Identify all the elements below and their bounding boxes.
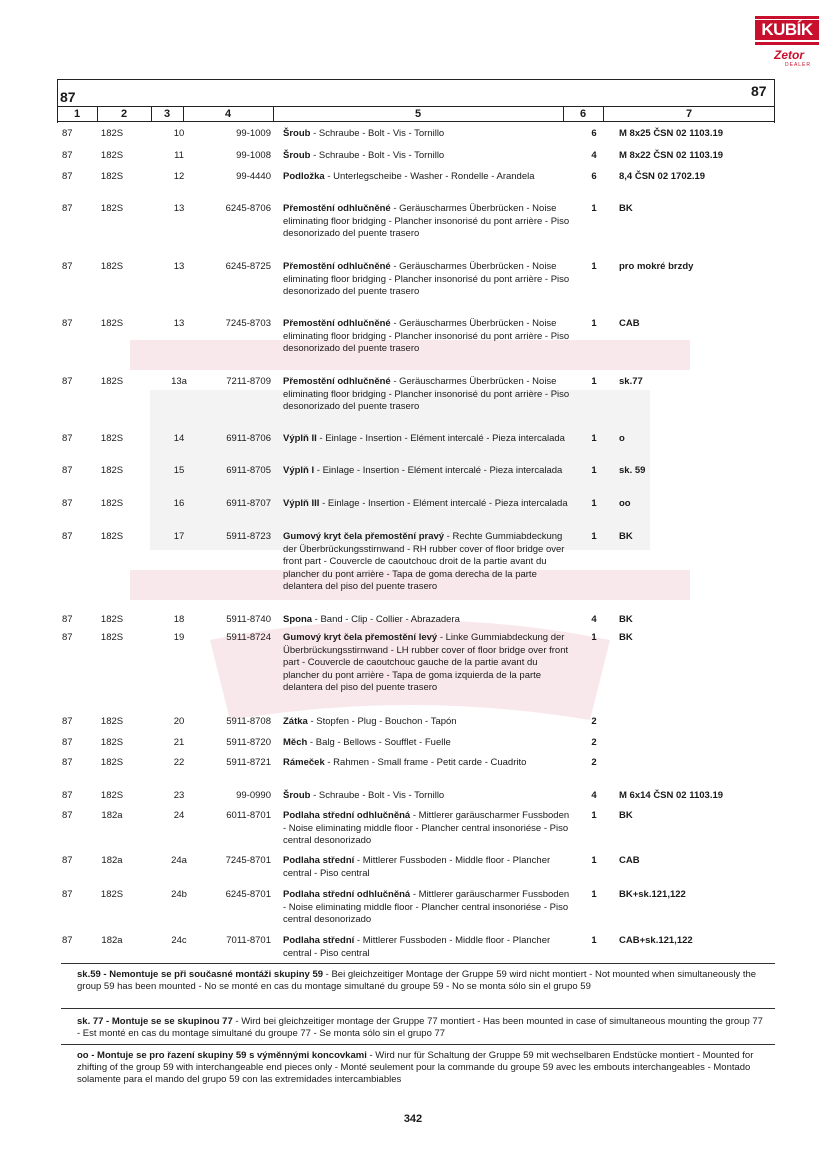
part-name-translations: - Rahmen - Small frame - Petit carde - Cuadrito (324, 757, 527, 768)
cell-quantity: 2 (591, 737, 597, 748)
cell-position: 24a (171, 855, 187, 866)
cell-page-group: 87 (62, 790, 73, 801)
cell-fig: 182S (100, 433, 124, 444)
note-sk77 (77, 1016, 767, 1040)
cell-page-group: 87 (62, 810, 73, 821)
cell-description (283, 614, 573, 627)
note-oo (77, 1050, 767, 1086)
part-name-translations: - Unterlegscheibe - Washer - Rondelle - Arandela (324, 171, 535, 182)
column-header-3: 3 (163, 108, 171, 120)
cell-fig: 182a (101, 810, 123, 821)
cell-description (283, 318, 573, 356)
cell-part-number: 6911-8706 (226, 433, 271, 444)
cell-quantity: 1 (591, 855, 597, 866)
part-name-cz: Zátka (283, 716, 308, 727)
cell-quantity: 1 (591, 203, 597, 214)
cell-fig: 182S (100, 531, 124, 542)
part-name-translations: - Linke Gummiabdeckung der Überbrückungsstirnwand - LH rubber cover of floor bridge over front part - Couvercle de caoutchouc gauche de la partie avant du plancher du pont arrière - Tapa de goma izquierda de la parte delantera del piso del puente trasero (283, 632, 569, 694)
cell-position: 19 (173, 632, 185, 643)
cell-page-group: 87 (62, 465, 73, 476)
cell-position: 17 (173, 531, 185, 542)
cell-fig: 182S (100, 498, 124, 509)
cell-note: M 8x22 ČSN 02 1103.19 (619, 150, 724, 161)
cell-page-group: 87 (62, 376, 73, 387)
cell-quantity: 4 (591, 614, 597, 625)
cell-fig: 182S (100, 128, 124, 139)
cell-fig: 182S (100, 150, 124, 161)
cell-description (283, 128, 573, 141)
part-name-cz: Výplň II (283, 433, 317, 444)
cell-fig: 182S (100, 632, 124, 643)
part-name-cz: Podlaha střední odhlučněná (283, 889, 411, 900)
cell-description (283, 203, 573, 241)
column-header-row (57, 106, 775, 122)
part-name-translations: - Mittlerer garäuscharmer Fussboden - Noise eliminating middle floor - Plancher central insonoriése - Piso central desonorizado (283, 889, 570, 926)
part-name-translations: - Band - Clip - Collier - Abrazadera (312, 614, 460, 625)
cell-part-number: 6245-8725 (225, 261, 271, 272)
part-name-cz: Šroub (283, 150, 311, 161)
cell-position: 14 (173, 433, 185, 444)
cell-note: pro mokré brzdy (619, 261, 694, 272)
cell-page-group: 87 (62, 318, 73, 329)
cell-fig: 182S (100, 889, 124, 900)
cell-part-number: 99-4440 (236, 171, 271, 182)
part-name-translations: - Mittlerer garäuscharmer Fussboden - Noise eliminating middle floor - Plancher central insonoriése - Piso central desonorizado (283, 810, 570, 847)
notes-divider (61, 1044, 775, 1045)
part-name-cz: Šroub (283, 128, 311, 139)
note-sk59 (77, 969, 767, 993)
cell-position: 13 (173, 318, 185, 329)
part-name-cz: Měch (283, 737, 308, 748)
cell-part-number: 7245-8703 (225, 318, 271, 329)
cell-description (283, 498, 573, 511)
part-name-translations: - Geräuscharmes Überbrücken - Noise eliminating floor bridging - Plancher insonorisé du pont arrière - Piso desonorizado del puente trasero (283, 261, 570, 298)
part-name-translations: - Rechte Gummiabdeckung der Überbrückungsstirnwand - RH rubber cover of floor bridge over front part - Couvercle de caoutchouc droit de la partie avant du plancher du pont arrière - Tapa de goma derecha de la parte delantera del piso del puente trasero (283, 531, 565, 593)
cell-position: 15 (173, 465, 185, 476)
column-header-5: 5 (414, 108, 422, 120)
cell-quantity: 1 (591, 810, 597, 821)
cell-fig: 182S (100, 757, 124, 768)
cell-fig: 182S (100, 716, 124, 727)
cell-note: oo (619, 498, 631, 509)
cell-fig: 182a (101, 855, 123, 866)
part-name-translations: - Schraube - Bolt - Vis - Tornillo (310, 128, 445, 139)
cell-quantity: 1 (591, 498, 597, 509)
cell-description (283, 810, 573, 848)
cell-quantity: 1 (591, 632, 597, 643)
cell-position: 12 (173, 171, 185, 182)
cell-position: 13a (171, 376, 187, 387)
cell-page-group: 87 (62, 531, 73, 542)
note-sk59-label: sk.59 - Nemontuje se při současné montáži skupiny 59 (77, 969, 324, 980)
cell-position: 13 (173, 261, 185, 272)
cell-part-number: 7245-8701 (225, 855, 271, 866)
cell-note: sk.77 (619, 376, 643, 387)
cell-description (283, 433, 573, 446)
cell-description (283, 261, 573, 299)
part-name-translations: - Einlage - Insertion - Elément intercalé - Pieza intercalada (314, 465, 563, 476)
part-name-cz: Rámeček (283, 757, 325, 768)
cell-part-number: 5911-8740 (226, 614, 271, 625)
cell-quantity: 1 (591, 465, 597, 476)
cell-position: 20 (173, 716, 185, 727)
cell-part-number: 7011-8701 (226, 935, 271, 946)
cell-quantity: 4 (591, 790, 597, 801)
cell-quantity: 6 (591, 171, 597, 182)
group-number-left: 87 (60, 89, 76, 105)
cell-part-number: 99-0990 (236, 790, 271, 801)
cell-description (283, 855, 573, 880)
kubik-zetor-logo (755, 14, 819, 72)
note-sk59-text: - Bei gleichzeitiger Montage der Gruppe 59 wird nicht montiert - Not mounted when simultaneously the group 59 has been mounted - No se monté en cas du montage simultané du groupe 59 - No se monta sólo sin el grupo 59 (77, 969, 757, 992)
cell-fig: 182S (100, 790, 124, 801)
part-name-cz: Přemostění odhlučněné (283, 203, 391, 214)
part-name-cz: Gumový kryt čela přemostění levý (283, 632, 438, 643)
note-sk77-label: sk. 77 - Montuje se se skupinou 77 (77, 1016, 233, 1027)
cell-note: BK (619, 614, 633, 625)
cell-description (283, 757, 573, 770)
cell-page-group: 87 (62, 433, 73, 444)
part-name-cz: Podložka (283, 171, 325, 182)
cell-part-number: 99-1009 (236, 128, 271, 139)
part-name-translations: - Mittlerer Fussboden - Middle floor - Plancher central - Piso central (283, 935, 551, 959)
cell-quantity: 2 (591, 716, 597, 727)
part-name-cz: Přemostění odhlučněné (283, 376, 391, 387)
cell-quantity: 1 (591, 376, 597, 387)
cell-fig: 182S (100, 318, 124, 329)
cell-page-group: 87 (62, 614, 73, 625)
cell-quantity: 1 (591, 318, 597, 329)
group-number-right: 87 (751, 83, 767, 99)
cell-note: CAB+sk.121,122 (619, 935, 693, 946)
cell-part-number: 5911-8708 (226, 716, 271, 727)
cell-fig: 182S (100, 261, 124, 272)
cell-position: 23 (173, 790, 185, 801)
cell-note: M 6x14 ČSN 02 1103.19 (619, 790, 724, 801)
cell-page-group: 87 (62, 889, 73, 900)
logo-bar-bottom (755, 42, 819, 45)
logo-sub: Zetor (774, 48, 804, 62)
cell-page-group: 87 (62, 128, 73, 139)
cell-fig: 182a (101, 935, 123, 946)
cell-fig: 182S (100, 203, 124, 214)
cell-page-group: 87 (62, 716, 73, 727)
cell-note: 8,4 ČSN 02 1702.19 (619, 171, 706, 182)
notes-divider (61, 1008, 775, 1009)
cell-page-group: 87 (62, 935, 73, 946)
logo-brand: KUBÍK (755, 20, 819, 40)
part-name-cz: Šroub (283, 790, 311, 801)
part-name-translations: - Schraube - Bolt - Vis - Tornillo (310, 150, 445, 161)
cell-position: 10 (173, 128, 185, 139)
cell-part-number: 7211-8709 (226, 376, 271, 387)
part-name-cz: Přemostění odhlučněné (283, 318, 391, 329)
cell-description (283, 376, 573, 414)
cell-quantity: 2 (591, 757, 597, 768)
part-name-cz: Gumový kryt čela přemostění pravý (283, 531, 445, 542)
cell-part-number: 5911-8720 (226, 737, 271, 748)
part-name-translations: - Balg - Bellows - Soufflet - Fuelle (307, 737, 451, 748)
cell-page-group: 87 (62, 757, 73, 768)
cell-page-group: 87 (62, 498, 73, 509)
cell-page-group: 87 (62, 171, 73, 182)
cell-description (283, 889, 573, 927)
cell-page-group: 87 (62, 150, 73, 161)
cell-description (283, 935, 573, 960)
cell-part-number: 6245-8701 (225, 889, 271, 900)
column-header-1: 1 (73, 108, 81, 120)
part-name-cz: Výplň I (283, 465, 315, 476)
cell-part-number: 5911-8723 (226, 531, 271, 542)
part-name-cz: Podlaha střední odhlučněná (283, 810, 411, 821)
cell-note: BK (619, 810, 633, 821)
frame-top-line (57, 79, 775, 80)
part-name-translations: - Schraube - Bolt - Vis - Tornillo (310, 790, 445, 801)
cell-description (283, 150, 573, 163)
part-name-translations: - Geräuscharmes Überbrücken - Noise eliminating floor bridging - Plancher insonorisé du pont arrière - Piso desonorizado del puente trasero (283, 203, 570, 240)
cell-fig: 182S (100, 376, 124, 387)
logo-tag: DEALER (785, 62, 812, 68)
note-oo-text: - Wird nur für Schaltung der Gruppe 59 mit wechselbaren Endstücke montiert - Mounted for zhifting of the group 59 with interchangeable end pieces only - Monté seulement pour la commande du groupe 59 avec les embouts interchangeables - Montado solamente para el mando del grupo 59 con las extremidades intercambiables (77, 1050, 754, 1085)
part-name-translations: - Mittlerer Fussboden - Middle floor - Plancher central - Piso central (283, 855, 551, 879)
part-name-cz: Přemostění odhlučněné (283, 261, 391, 272)
cell-description (283, 737, 573, 750)
cell-position: 24b (171, 889, 187, 900)
part-name-cz: Podlaha střední (283, 935, 355, 946)
cell-position: 13 (173, 203, 185, 214)
cell-page-group: 87 (62, 261, 73, 272)
cell-description (283, 632, 573, 695)
cell-position: 21 (173, 737, 185, 748)
cell-fig: 182S (100, 737, 124, 748)
part-name-translations: - Geräuscharmes Überbrücken - Noise eliminating floor bridging - Plancher insonorisé du pont arrière - Piso desonorizado del puente trasero (283, 376, 570, 413)
part-name-cz: Spona (283, 614, 313, 625)
cell-position: 22 (173, 757, 185, 768)
logo-bar-top (755, 16, 819, 19)
cell-description (283, 171, 573, 184)
cell-part-number: 5911-8724 (226, 632, 271, 643)
cell-part-number: 6911-8705 (226, 465, 271, 476)
column-header-4: 4 (224, 108, 232, 120)
cell-position: 16 (173, 498, 185, 509)
cell-note: CAB (619, 855, 640, 866)
cell-note: M 8x25 ČSN 02 1103.19 (619, 128, 724, 139)
column-header-6: 6 (579, 108, 587, 120)
part-name-translations: - Geräuscharmes Überbrücken - Noise eliminating floor bridging - Plancher insonorisé du pont arrière - Piso desonorizado del puente trasero (283, 318, 570, 355)
cell-fig: 182S (100, 614, 124, 625)
cell-page-group: 87 (62, 632, 73, 643)
cell-note: o (619, 433, 625, 444)
cell-page-group: 87 (62, 203, 73, 214)
cell-note: BK+sk.121,122 (619, 889, 686, 900)
cell-page-group: 87 (62, 737, 73, 748)
cell-note: sk. 59 (619, 465, 646, 476)
cell-part-number: 6911-8707 (226, 498, 271, 509)
part-name-cz: Podlaha střední (283, 855, 355, 866)
cell-position: 18 (173, 614, 185, 625)
cell-description (283, 531, 573, 594)
part-name-translations: - Einlage - Insertion - Elément intercalé - Pieza intercalada (316, 433, 565, 444)
cell-part-number: 5911-8721 (226, 757, 271, 768)
cell-quantity: 1 (591, 889, 597, 900)
cell-description (283, 790, 573, 803)
cell-part-number: 99-1008 (236, 150, 271, 161)
page-number: 342 (403, 1113, 423, 1125)
cell-quantity: 1 (591, 531, 597, 542)
part-name-translations: - Einlage - Insertion - Elément intercalé - Pieza intercalada (319, 498, 568, 509)
cell-part-number: 6245-8706 (225, 203, 271, 214)
cell-page-group: 87 (62, 855, 73, 866)
cell-note: BK (619, 531, 633, 542)
part-name-translations: - Stopfen - Plug - Bouchon - Tapón (307, 716, 457, 727)
cell-note: CAB (619, 318, 640, 329)
note-oo-label: oo - Montuje se pro řazení skupiny 59 s výměnnými koncovkami (77, 1050, 367, 1061)
notes-divider (61, 963, 775, 964)
cell-part-number: 6011-8701 (226, 810, 271, 821)
cell-position: 24 (173, 810, 185, 821)
cell-description (283, 716, 573, 729)
cell-quantity: 1 (591, 433, 597, 444)
cell-description (283, 465, 573, 478)
column-header-2: 2 (120, 108, 128, 120)
cell-quantity: 4 (591, 150, 597, 161)
cell-position: 11 (174, 150, 184, 161)
cell-fig: 182S (100, 171, 124, 182)
cell-quantity: 1 (591, 935, 597, 946)
part-name-cz: Výplň III (283, 498, 320, 509)
note-sk77-text: - Wird bei gleichzeitiger montage der Gruppe 77 montiert - Has been mounted in case of simultaneous mounting the group 77 - Est monté en cas du montage simultané du groupe 77 - Se monta sólo sin el grupo 77 (77, 1016, 763, 1039)
cell-position: 24c (171, 935, 187, 946)
cell-fig: 182S (100, 465, 124, 476)
cell-note: BK (619, 203, 633, 214)
cell-note: BK (619, 632, 633, 643)
column-header-7: 7 (685, 108, 693, 120)
cell-quantity: 1 (591, 261, 597, 272)
cell-quantity: 6 (591, 128, 597, 139)
